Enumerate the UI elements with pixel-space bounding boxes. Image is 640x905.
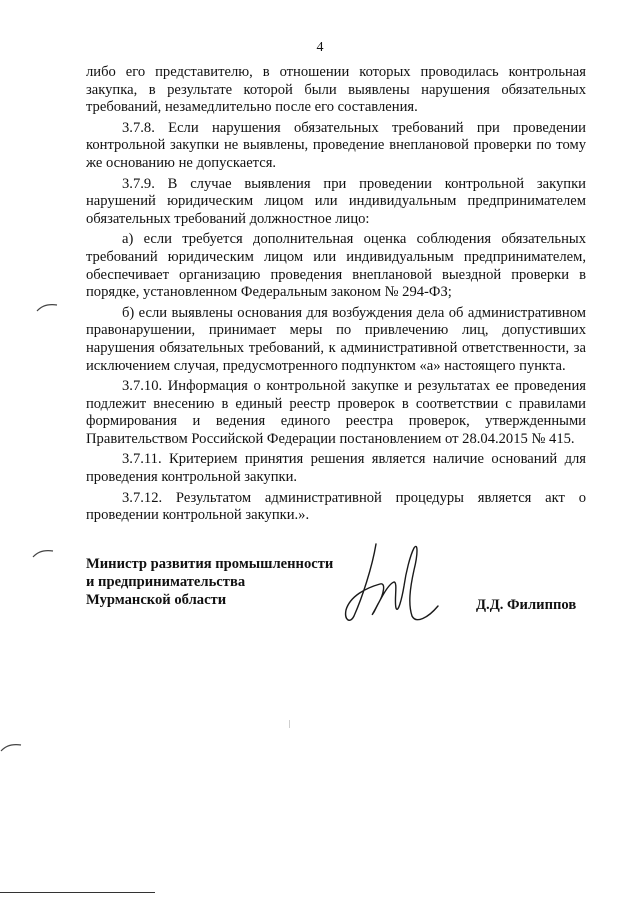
paragraph-3-7-8: 3.7.8. Если нарушения обязательных требований при проведении контрольной закупки не выявлены, проведение внеплановой проверки по тому же основанию не допускается. xyxy=(86,119,586,171)
paragraph-3-7-12: 3.7.12. Результатом административной процедуры является акт о проведении контрольной закупки.». xyxy=(86,489,586,524)
scan-binding-mark xyxy=(0,742,22,752)
signatory-title-line-3: Мурманской области xyxy=(86,592,227,608)
scan-binding-mark xyxy=(32,548,54,558)
paragraph-3-7-9: 3.7.9. В случае выявления при проведении контрольной закупки нарушений юридическим лицом или индивидуальным предпринимателем обязательных требований должностное лицо: xyxy=(86,175,586,227)
page-number: 4 xyxy=(316,40,324,55)
paragraph-3-7-11: 3.7.11. Критерием принятия решения является наличие оснований для проведения контрольной закупки. xyxy=(86,451,586,486)
footer-rule xyxy=(0,892,155,893)
paragraph-3-7-9-a: а) если требуется дополнительная оценка соблюдения обязательных требований юридическим лицом или индивидуальным предпринимателем, обеспечивает организацию проведения внеплановой выездной проверки в порядке, установленном Федеральным законом № 294-ФЗ; xyxy=(86,231,586,301)
paragraph-3-7-9-b: б) если выявлены основания для возбуждения дела об административном правонарушении, принимает меры по привлечению лиц, допустивших нарушения обязательных требований, к административной ответственности, за исключением случая, предусмотренного подпунктом «а» настоящего пункта. xyxy=(86,304,586,374)
signatory-title-line-2: и предпринимательства xyxy=(86,574,246,590)
signatory-name: Д.Д. Филиппов xyxy=(476,597,577,613)
document-body xyxy=(86,64,586,525)
scan-artifact xyxy=(289,720,290,728)
paragraph-continuation: либо его представителю, в отношении которых проводилась контрольная закупка, в результате которой были выявлены нарушения обязательных требований, незамедлительно после его составления. xyxy=(86,64,586,116)
scan-binding-mark xyxy=(36,302,58,312)
handwritten-signature xyxy=(340,538,450,628)
signatory-title-line-1: Министр развития промышленности xyxy=(86,556,334,572)
signatory-title xyxy=(86,555,333,609)
paragraph-3-7-10: 3.7.10. Информация о контрольной закупке и результатах ее проведения подлежит внесению в единый реестр проверок в соответствии с правилами формирования и ведения единого реестра проверок, утвержденными Правительством Российской Федерации постановлением от 28.04.2015 № 415. xyxy=(86,378,586,447)
